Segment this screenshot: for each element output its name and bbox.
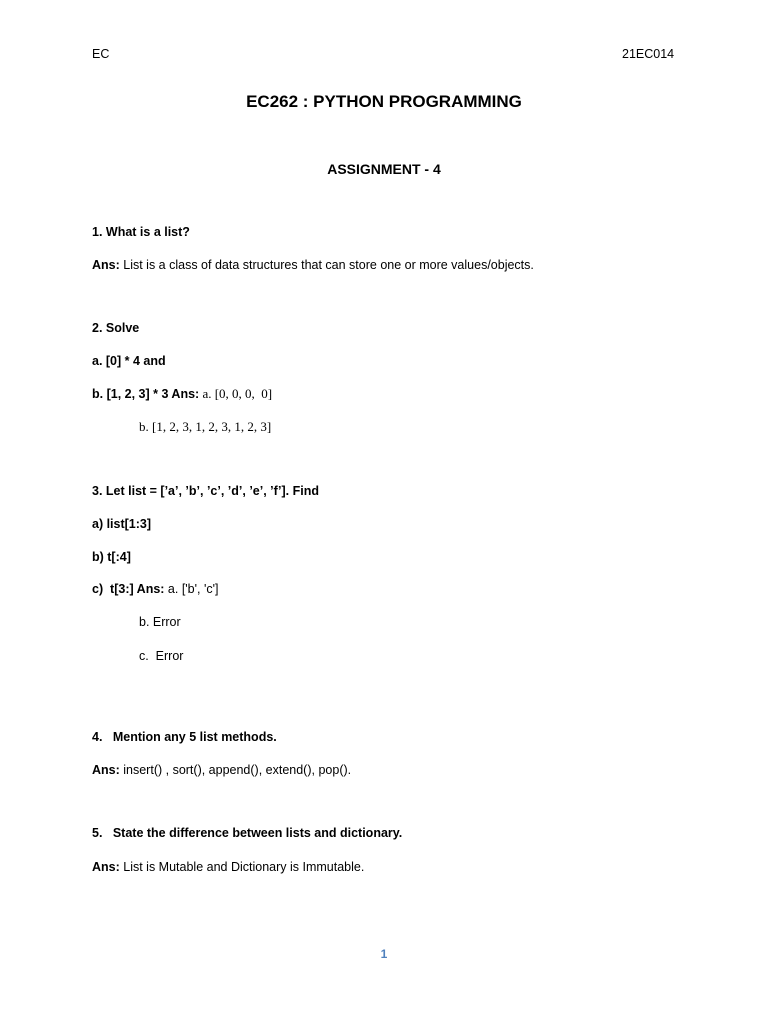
answer-2a: a. [0, 0, 0, 0] xyxy=(199,386,273,401)
document-subtitle: ASSIGNMENT - 4 xyxy=(327,161,441,177)
question-4: 4. Mention any 5 list methods. xyxy=(92,730,277,744)
answer-text: insert() , sort(), append(), extend(), pop(). xyxy=(119,763,352,777)
question-2: 2. Solve xyxy=(92,321,140,335)
question-3-part-a: a) list[1:3] xyxy=(92,517,152,531)
question-1: 1. What is a list? xyxy=(92,225,190,239)
answer-5 xyxy=(92,859,364,875)
header-left: EC xyxy=(92,47,110,61)
answer-text: List is a class of data structures that can store one or more values/objects. xyxy=(119,258,534,272)
answer-label: Ans: xyxy=(92,258,120,272)
answer-label: Ans: xyxy=(92,763,120,777)
answer-4 xyxy=(92,762,351,778)
answer-text: List is Mutable and Dictionary is Immutable. xyxy=(119,860,365,874)
answer-3c: c. Error xyxy=(139,649,184,663)
question-3-part-c-text: c) t[3:] Ans: xyxy=(92,582,165,596)
page-number: 1 xyxy=(380,947,388,961)
header-right: 21EC014 xyxy=(622,47,675,61)
question-5: 5. State the difference between lists and dictionary. xyxy=(92,826,403,840)
question-2-part-b-text: b. [1, 2, 3] * 3 Ans: xyxy=(92,387,200,401)
question-3-part-b: b) t[:4] xyxy=(92,550,131,564)
answer-label: Ans: xyxy=(92,860,120,874)
answer-1 xyxy=(92,257,534,273)
answer-3b: b. Error xyxy=(139,615,181,629)
question-2-part-a: a. [0] * 4 and xyxy=(92,354,166,368)
answer-3a: a. ['b', 'c'] xyxy=(164,582,219,596)
answer-2b: b. [1, 2, 3, 1, 2, 3, 1, 2, 3] xyxy=(139,419,272,434)
question-3-part-c xyxy=(92,581,218,597)
document-title: EC262 : PYTHON PROGRAMMING xyxy=(246,92,522,111)
question-2-part-b xyxy=(92,386,272,402)
question-3: 3. Let list = [’a’, ’b’, ’c’, ’d’, ’e’, ’f’]. Find xyxy=(92,484,319,498)
